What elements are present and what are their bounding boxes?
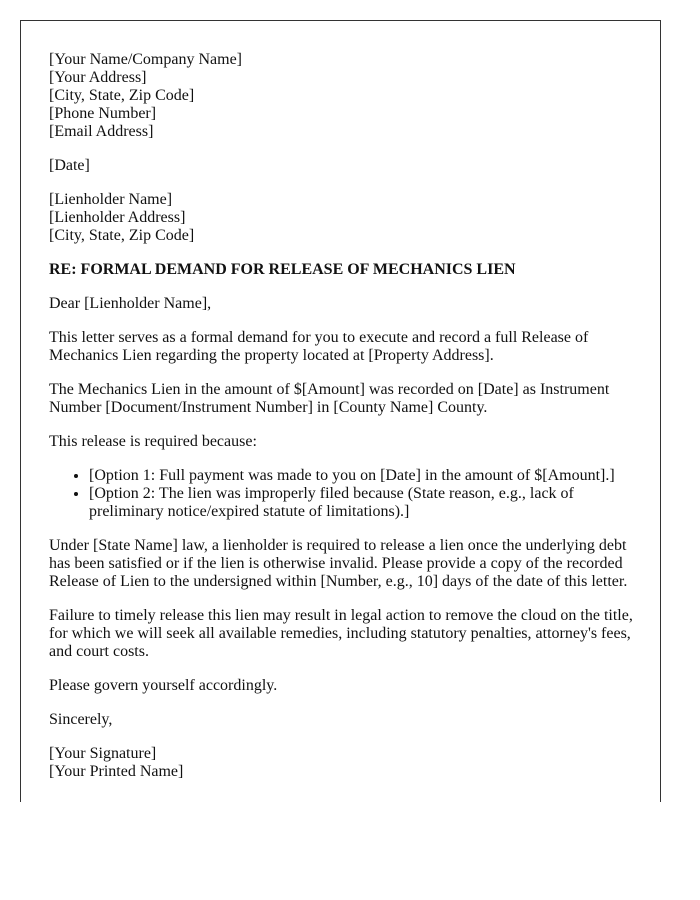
sender-city: [City, State, Zip Code] — [49, 87, 195, 104]
recipient-city: [City, State, Zip Code] — [49, 227, 195, 244]
list-item: • [Option 2: The lien was improperly filed because (State reason, e.g., lack of preliminary notice/expired statute of limitations).] — [89, 485, 637, 521]
sender-address: [Your Address] — [49, 69, 147, 86]
reasons-list — [49, 467, 637, 521]
sender-email: [Email Address] — [49, 123, 154, 140]
letter-page — [20, 20, 661, 802]
letter-date: [Date] — [49, 157, 90, 174]
paragraph: This letter serves as a formal demand for you to execute and record a full Release of Mechanics Lien regarding the property located at [Property Address]. — [49, 329, 589, 364]
recipient-address: [Lienholder Address] — [49, 209, 186, 226]
signature: [Your Signature] — [49, 745, 157, 762]
sender-name: [Your Name/Company Name] — [49, 51, 243, 68]
sender-phone: [Phone Number] — [49, 105, 157, 122]
paragraph: The Mechanics Lien in the amount of $[Amount] was recorded on [Date] as Instrument Number [Document/Instrument Number] in [County Name] County. — [49, 381, 610, 416]
salutation: Dear [Lienholder Name], — [49, 295, 212, 312]
signoff: Sincerely, — [49, 711, 113, 728]
printed-name: [Your Printed Name] — [49, 763, 184, 780]
paragraph: This release is required because: — [49, 433, 257, 450]
paragraph: Failure to timely release this lien may result in legal action to remove the cloud on the title, for which we will seek all available remedies, including statutory penalties, attorney's fees, and court costs. — [49, 607, 633, 660]
signature-block — [49, 745, 637, 781]
paragraph: Please govern yourself accordingly. — [49, 677, 278, 694]
recipient-block — [49, 191, 637, 245]
letter-body — [49, 51, 637, 797]
list-item: • [Option 1: Full payment was made to you on [Date] in the amount of $[Amount].] — [89, 467, 637, 485]
subject-line: RE: FORMAL DEMAND FOR RELEASE OF MECHANICS LIEN — [49, 261, 516, 278]
sender-block — [49, 51, 637, 141]
paragraph: Under [State Name] law, a lienholder is required to release a lien once the underlying debt has been satisfied or if the lien is otherwise invalid. Please provide a copy of the recorded Release of Lien to the undersigned within [Number, e.g., 10] days of the date of this letter. — [49, 537, 628, 590]
recipient-name: [Lienholder Name] — [49, 191, 173, 208]
